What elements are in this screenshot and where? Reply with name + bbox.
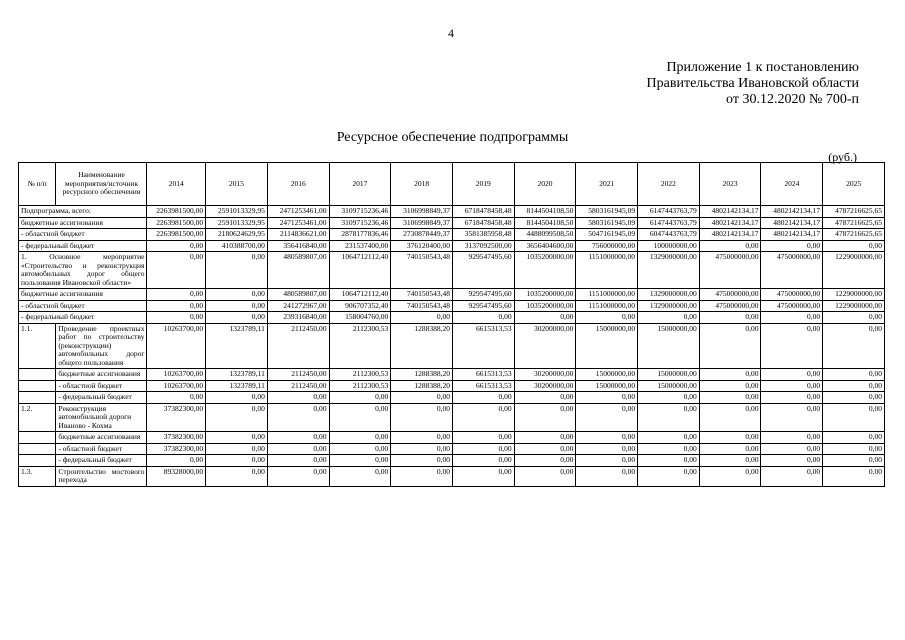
table-row — [19, 455, 885, 467]
row-value: 3137092500,00 — [452, 240, 514, 252]
row-value: 0,00 — [823, 432, 885, 444]
row-value: 2112300,53 — [329, 369, 391, 381]
header-year: 2021 — [576, 163, 638, 206]
row-value: 475000000,00 — [761, 252, 823, 289]
row-value: 0,00 — [514, 466, 576, 486]
row-value: 3109715236,46 — [329, 206, 391, 218]
row-value: 0,00 — [514, 312, 576, 324]
row-value: 0,00 — [823, 369, 885, 381]
row-label: бюджетные ассигнования — [19, 289, 147, 301]
table-row — [19, 392, 885, 404]
table-row — [19, 229, 885, 241]
row-value: 0,00 — [391, 443, 453, 455]
row-value: 4787216625,65 — [823, 206, 885, 218]
header-year: 2019 — [452, 163, 514, 206]
row-value: 6047443763,79 — [638, 229, 700, 241]
row-value: 239316840,00 — [267, 312, 329, 324]
row-label: - федеральный бюджет — [19, 240, 147, 252]
row-value: 0,00 — [576, 312, 638, 324]
row-value: 0,00 — [761, 466, 823, 486]
row-value: 37382300,00 — [147, 403, 206, 432]
row-number — [19, 369, 56, 381]
row-label: бюджетные ассигнования — [56, 432, 147, 444]
page-number: 4 — [448, 26, 454, 40]
row-value: 480589807,00 — [267, 289, 329, 301]
row-value: 0,00 — [699, 312, 761, 324]
row-value: 0,00 — [823, 380, 885, 392]
row-value: 0,00 — [206, 312, 268, 324]
table-body — [19, 206, 885, 487]
row-value: 2591013329,95 — [206, 217, 268, 229]
row-value: 0,00 — [452, 432, 514, 444]
row-value: 3656404600,00 — [514, 240, 576, 252]
row-value: 0,00 — [823, 455, 885, 467]
row-value: 0,00 — [761, 443, 823, 455]
row-value: 0,00 — [329, 392, 391, 404]
row-value: 0,00 — [699, 392, 761, 404]
row-value: 1229000000,00 — [823, 252, 885, 289]
table-header-row — [19, 163, 885, 206]
row-value: 0,00 — [699, 323, 761, 369]
row-value: 0,00 — [514, 432, 576, 444]
row-value: 0,00 — [147, 455, 206, 467]
row-value: 6147443763,79 — [638, 217, 700, 229]
header-year: 2025 — [823, 163, 885, 206]
row-value: 10263700,00 — [147, 380, 206, 392]
row-value: 2730878449,37 — [391, 229, 453, 241]
currency-unit: (руб.) — [828, 150, 857, 164]
row-value: 0,00 — [206, 403, 268, 432]
row-value: 0,00 — [267, 432, 329, 444]
row-value: 0,00 — [452, 443, 514, 455]
row-value: 0,00 — [576, 455, 638, 467]
row-value: 0,00 — [206, 443, 268, 455]
header-year: 2015 — [206, 163, 268, 206]
header-year: 2014 — [147, 163, 206, 206]
row-value: 0,00 — [206, 300, 268, 312]
row-label: - областной бюджет — [56, 443, 147, 455]
row-value: 0,00 — [329, 403, 391, 432]
row-value: 0,00 — [206, 392, 268, 404]
row-value: 0,00 — [147, 312, 206, 324]
row-value: 0,00 — [329, 455, 391, 467]
row-value: 8144504108,50 — [514, 206, 576, 218]
row-value: 740150543,48 — [391, 300, 453, 312]
row-value: 3106998849,37 — [391, 206, 453, 218]
row-label: - областной бюджет — [19, 300, 147, 312]
row-value: 4802142134,17 — [699, 229, 761, 241]
row-value: 4787216625,65 — [823, 229, 885, 241]
row-value: 0,00 — [452, 466, 514, 486]
row-value: 0,00 — [267, 455, 329, 467]
row-value: 0,00 — [576, 392, 638, 404]
row-value: 4802142134,17 — [699, 217, 761, 229]
row-value: 4802142134,17 — [761, 217, 823, 229]
row-value: 480589807,00 — [267, 252, 329, 289]
row-value: 0,00 — [761, 240, 823, 252]
row-value: 37382300,00 — [147, 432, 206, 444]
row-value: 3106998849,37 — [391, 217, 453, 229]
row-label: Подпрограмма, всего: — [19, 206, 147, 218]
table-row — [19, 432, 885, 444]
row-value: 158004760,00 — [329, 312, 391, 324]
row-label: - федеральный бюджет — [56, 392, 147, 404]
row-value: 475000000,00 — [761, 289, 823, 301]
header-year: 2024 — [761, 163, 823, 206]
row-value: 0,00 — [761, 455, 823, 467]
row-value: 6615313,53 — [452, 380, 514, 392]
row-value: 929547495,60 — [452, 300, 514, 312]
header-year: 2018 — [391, 163, 453, 206]
row-value: 1229000000,00 — [823, 289, 885, 301]
row-number: 1.1. — [19, 323, 56, 369]
row-value: 906707352,40 — [329, 300, 391, 312]
row-value: 929547495,60 — [452, 289, 514, 301]
row-number: 1.3. — [19, 466, 56, 486]
header-year: 2023 — [699, 163, 761, 206]
row-value: 1323789,11 — [206, 369, 268, 381]
row-value: 0,00 — [576, 403, 638, 432]
row-value: 0,00 — [267, 466, 329, 486]
row-label: - федеральный бюджет — [19, 312, 147, 324]
row-value: 0,00 — [147, 392, 206, 404]
row-value: 2263981500,00 — [147, 217, 206, 229]
row-value: 5803161945,09 — [576, 206, 638, 218]
row-value: 15000000,00 — [638, 369, 700, 381]
row-value: 2591013329,95 — [206, 206, 268, 218]
row-value: 1288388,20 — [391, 323, 453, 369]
table-row — [19, 217, 885, 229]
row-label: Строительство мостового перехода — [56, 466, 147, 486]
row-label: - федеральный бюджет — [56, 455, 147, 467]
row-value: 6615313,53 — [452, 323, 514, 369]
row-value: 0,00 — [761, 312, 823, 324]
row-value: 89328000,00 — [147, 466, 206, 486]
budget-table — [18, 162, 885, 487]
row-value: 4802142134,17 — [761, 206, 823, 218]
row-value: 0,00 — [514, 392, 576, 404]
table-row — [19, 289, 885, 301]
row-value: 0,00 — [391, 403, 453, 432]
row-value: 0,00 — [391, 392, 453, 404]
row-value: 0,00 — [823, 403, 885, 432]
row-value: 30200000,00 — [514, 380, 576, 392]
row-value: 6615313,53 — [452, 369, 514, 381]
row-value: 0,00 — [823, 466, 885, 486]
row-value: 1329000000,00 — [638, 300, 700, 312]
row-value: 0,00 — [699, 432, 761, 444]
row-value: 231537400,00 — [329, 240, 391, 252]
row-value: 2471253461,00 — [267, 217, 329, 229]
table-row — [19, 369, 885, 381]
row-value: 2878177836,46 — [329, 229, 391, 241]
row-value: 241272967,00 — [267, 300, 329, 312]
row-value: 0,00 — [206, 252, 268, 289]
row-value: 3109715236,46 — [329, 217, 391, 229]
table-row — [19, 312, 885, 324]
row-value: 740150543,48 — [391, 252, 453, 289]
row-value: 756000000,00 — [576, 240, 638, 252]
row-value: 0,00 — [147, 252, 206, 289]
row-value: 0,00 — [206, 289, 268, 301]
row-value: 0,00 — [452, 392, 514, 404]
row-value: 0,00 — [576, 443, 638, 455]
row-value: 0,00 — [761, 380, 823, 392]
row-label: 1. Основное мероприятие «Строительство и реконструкция автомобильных дорог общего пользования Ивановской области» — [19, 252, 147, 289]
row-value: 410388700,00 — [206, 240, 268, 252]
row-value: 0,00 — [761, 403, 823, 432]
row-value: 30200000,00 — [514, 369, 576, 381]
row-value: 0,00 — [576, 466, 638, 486]
row-number — [19, 380, 56, 392]
row-value: 0,00 — [638, 455, 700, 467]
row-value: 376120400,00 — [391, 240, 453, 252]
row-value: 1035200000,00 — [514, 289, 576, 301]
header-name: Наименование мероприятия/источник ресурсного обеспечения — [56, 163, 147, 206]
row-value: 0,00 — [638, 403, 700, 432]
row-value: 6147443763,79 — [638, 206, 700, 218]
row-value: 0,00 — [391, 455, 453, 467]
row-value: 100000000,00 — [638, 240, 700, 252]
row-value: 15000000,00 — [638, 323, 700, 369]
row-value: 0,00 — [823, 443, 885, 455]
row-value: 1064712112,40 — [329, 252, 391, 289]
appendix-line-2: Правительства Ивановской области — [646, 76, 859, 91]
table-row — [19, 323, 885, 369]
row-value: 0,00 — [699, 369, 761, 381]
row-value: 0,00 — [329, 432, 391, 444]
header-num: № п/п — [19, 163, 56, 206]
row-value: 0,00 — [147, 300, 206, 312]
row-value: 0,00 — [638, 312, 700, 324]
row-value: 15000000,00 — [576, 323, 638, 369]
header-year: 2020 — [514, 163, 576, 206]
row-value: 15000000,00 — [576, 380, 638, 392]
row-value: 0,00 — [638, 466, 700, 486]
row-value: 1288388,20 — [391, 369, 453, 381]
row-value: 4787216625,65 — [823, 217, 885, 229]
row-value: 1288388,20 — [391, 380, 453, 392]
row-value: 0,00 — [391, 466, 453, 486]
row-value: 30200000,00 — [514, 323, 576, 369]
row-label: Реконструкция автомобильной дороги Иваново - Кохма — [56, 403, 147, 432]
row-value: 0,00 — [267, 443, 329, 455]
row-value: 1151000000,00 — [576, 252, 638, 289]
row-value: 2263981500,00 — [147, 206, 206, 218]
row-label: - областной бюджет — [19, 229, 147, 241]
row-value: 0,00 — [761, 432, 823, 444]
row-value: 0,00 — [761, 323, 823, 369]
header-year: 2022 — [638, 163, 700, 206]
row-value: 2471253461,00 — [267, 206, 329, 218]
row-value: 3581385958,48 — [452, 229, 514, 241]
row-number — [19, 443, 56, 455]
row-value: 2112450,00 — [267, 380, 329, 392]
row-label: бюджетные ассигнования — [19, 217, 147, 229]
row-value: 4488099508,50 — [514, 229, 576, 241]
row-value: 1151000000,00 — [576, 300, 638, 312]
row-value: 740150543,48 — [391, 289, 453, 301]
row-value: 0,00 — [329, 466, 391, 486]
row-label: - областной бюджет — [56, 380, 147, 392]
row-label: Проведение проектных работ по строительству (реконструкции) автомобильных дорог общего пользования — [56, 323, 147, 369]
page-bottom-margin — [18, 560, 885, 640]
row-value: 1323789,11 — [206, 380, 268, 392]
appendix-block — [647, 60, 859, 108]
table-row — [19, 403, 885, 432]
row-value: 1035200000,00 — [514, 252, 576, 289]
table-row — [19, 466, 885, 486]
row-value: 0,00 — [267, 403, 329, 432]
row-value: 2112450,00 — [267, 323, 329, 369]
header-year: 2017 — [329, 163, 391, 206]
row-value: 1035200000,00 — [514, 300, 576, 312]
row-value: 1323789,11 — [206, 323, 268, 369]
row-number — [19, 432, 56, 444]
row-value: 2263981500,00 — [147, 229, 206, 241]
header-year: 2016 — [267, 163, 329, 206]
row-value: 10263700,00 — [147, 369, 206, 381]
row-value: 15000000,00 — [576, 369, 638, 381]
appendix-line-1: Приложение 1 к постановлению — [666, 60, 859, 75]
row-value: 0,00 — [576, 432, 638, 444]
row-value: 1329000000,00 — [638, 252, 700, 289]
appendix-line-3: от 30.12.2020 № 700-п — [726, 92, 859, 107]
row-value: 37382300,00 — [147, 443, 206, 455]
row-value: 475000000,00 — [761, 300, 823, 312]
row-value: 10263700,00 — [147, 323, 206, 369]
row-value: 0,00 — [391, 432, 453, 444]
document-title: Ресурсное обеспечение подпрограммы — [336, 130, 569, 145]
row-value: 0,00 — [514, 455, 576, 467]
row-value: 475000000,00 — [699, 252, 761, 289]
row-value: 0,00 — [206, 432, 268, 444]
row-value: 0,00 — [452, 403, 514, 432]
row-value: 0,00 — [391, 312, 453, 324]
row-value: 0,00 — [638, 392, 700, 404]
row-value: 0,00 — [699, 380, 761, 392]
row-label: бюджетные ассигнования — [56, 369, 147, 381]
row-value: 0,00 — [452, 455, 514, 467]
row-value: 4802142134,17 — [699, 206, 761, 218]
row-value: 1151000000,00 — [576, 289, 638, 301]
row-value: 2180624629,95 — [206, 229, 268, 241]
row-value: 6718478458,48 — [452, 217, 514, 229]
row-value: 5047161945,09 — [576, 229, 638, 241]
row-value: 5803161945,09 — [576, 217, 638, 229]
row-value: 0,00 — [699, 466, 761, 486]
row-value: 475000000,00 — [699, 300, 761, 312]
table-row — [19, 380, 885, 392]
table-row — [19, 252, 885, 289]
row-value: 0,00 — [514, 403, 576, 432]
row-value: 356416840,00 — [267, 240, 329, 252]
row-value: 0,00 — [823, 323, 885, 369]
row-number — [19, 392, 56, 404]
row-value: 0,00 — [267, 392, 329, 404]
row-value: 0,00 — [147, 240, 206, 252]
table-row — [19, 206, 885, 218]
row-value: 2114836621,00 — [267, 229, 329, 241]
row-number: 1.2. — [19, 403, 56, 432]
row-value: 0,00 — [699, 240, 761, 252]
row-value: 0,00 — [514, 443, 576, 455]
row-value: 6718478458,48 — [452, 206, 514, 218]
row-value: 0,00 — [206, 455, 268, 467]
row-value: 15000000,00 — [638, 380, 700, 392]
row-value: 0,00 — [761, 369, 823, 381]
row-value: 0,00 — [452, 312, 514, 324]
row-value: 0,00 — [147, 289, 206, 301]
row-value: 475000000,00 — [699, 289, 761, 301]
row-value: 0,00 — [206, 466, 268, 486]
row-value: 2112300,53 — [329, 380, 391, 392]
row-value: 4802142134,17 — [761, 229, 823, 241]
table-row — [19, 300, 885, 312]
row-value: 0,00 — [329, 443, 391, 455]
row-value: 1329000000,00 — [638, 289, 700, 301]
row-value: 2112450,00 — [267, 369, 329, 381]
row-value: 929547495,60 — [452, 252, 514, 289]
row-value: 0,00 — [761, 392, 823, 404]
row-value: 1229000000,00 — [823, 300, 885, 312]
row-value: 1064712112,40 — [329, 289, 391, 301]
table-row — [19, 443, 885, 455]
row-value: 0,00 — [699, 443, 761, 455]
row-value: 0,00 — [823, 240, 885, 252]
row-value: 0,00 — [638, 432, 700, 444]
table-row — [19, 240, 885, 252]
row-value: 2112300,53 — [329, 323, 391, 369]
row-number — [19, 455, 56, 467]
row-value: 8144504108,50 — [514, 217, 576, 229]
row-value: 0,00 — [823, 312, 885, 324]
row-value: 0,00 — [699, 455, 761, 467]
row-value: 0,00 — [638, 443, 700, 455]
row-value: 0,00 — [823, 392, 885, 404]
row-value: 0,00 — [699, 403, 761, 432]
